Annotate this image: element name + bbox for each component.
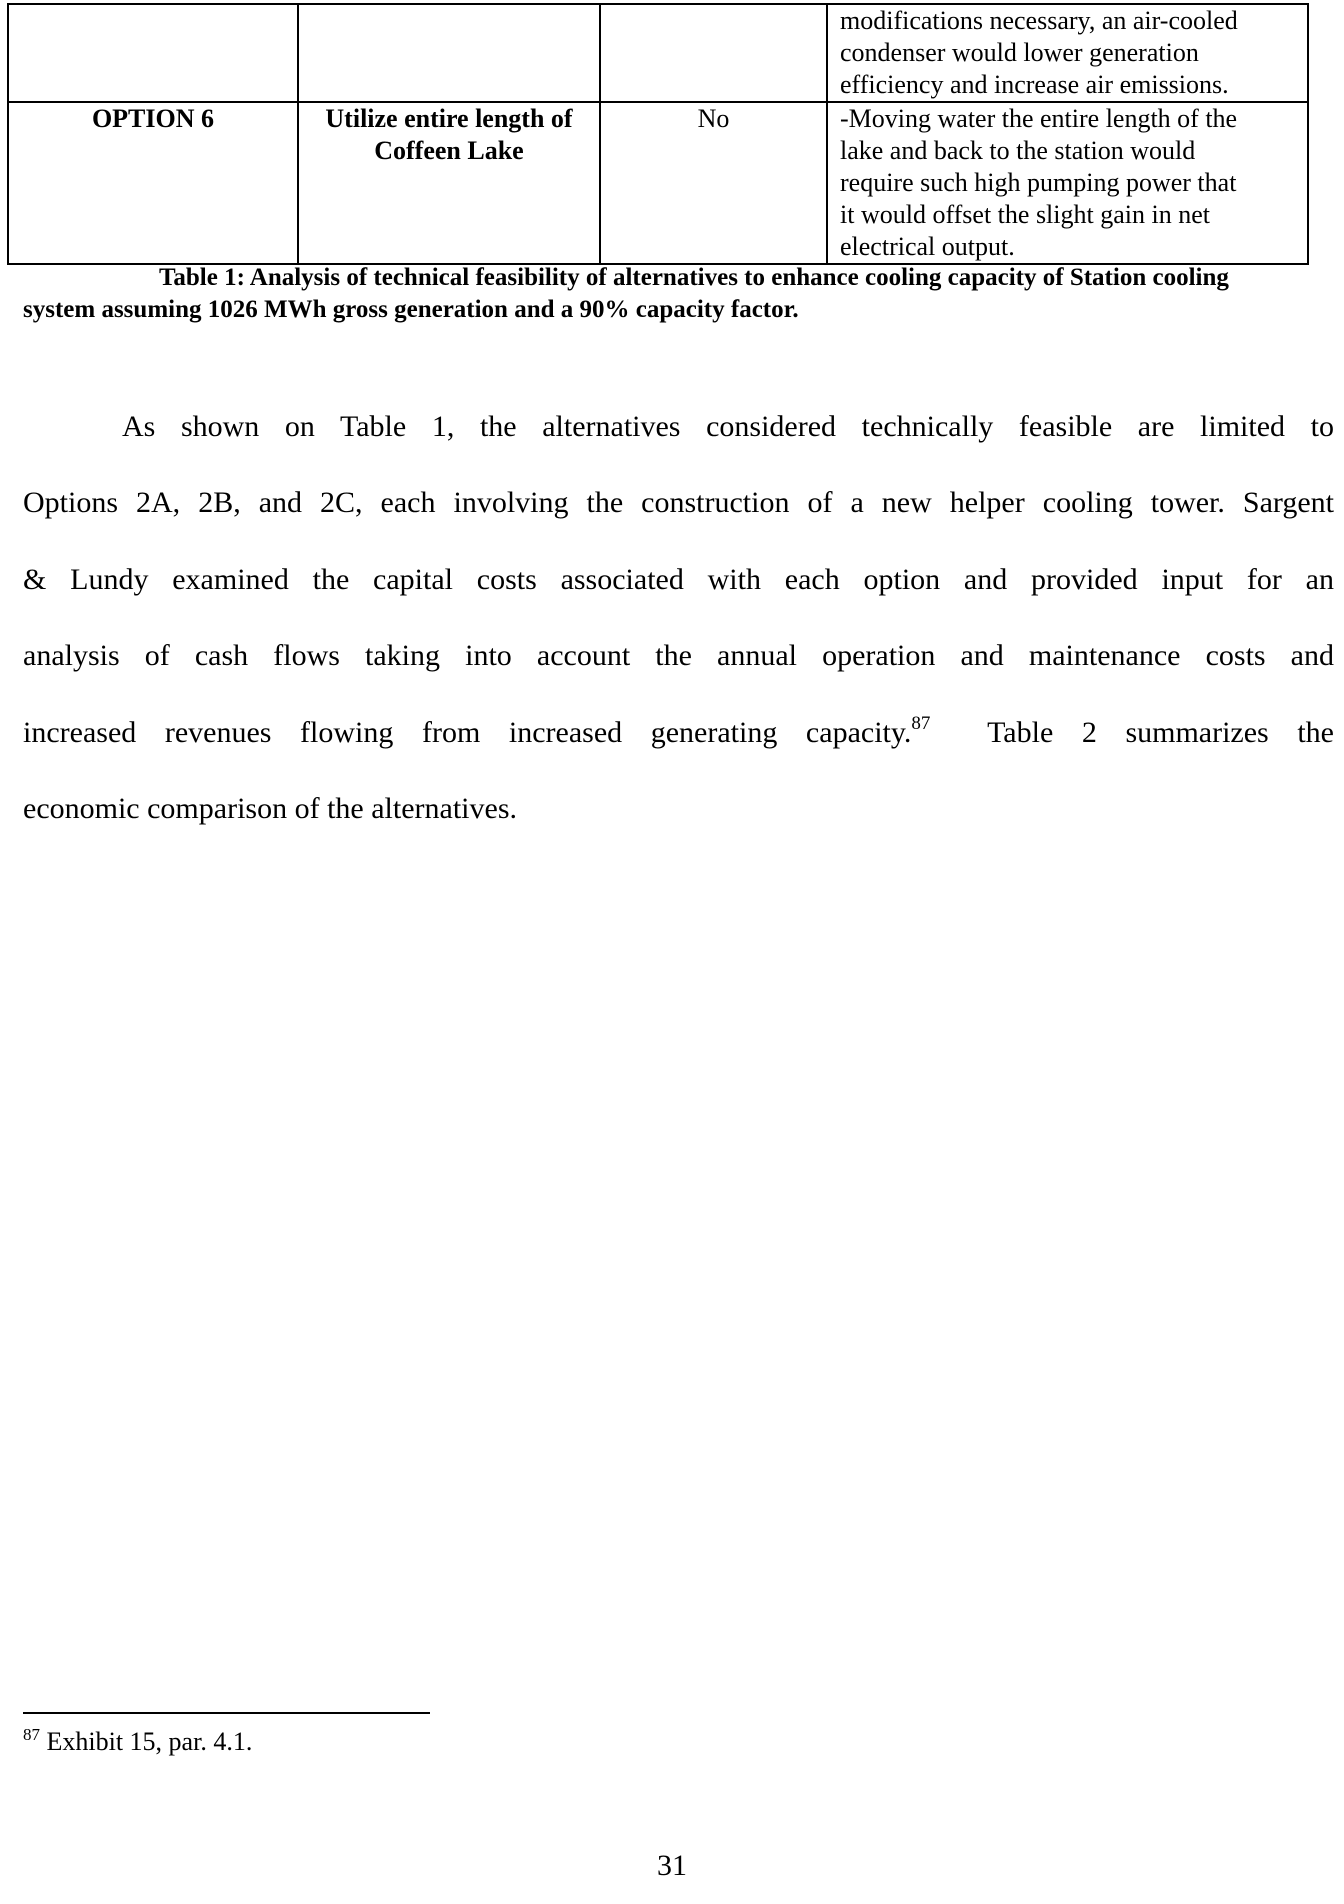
table-cell-description [298,102,600,264]
table-caption [23,262,1333,326]
caption-line: system assuming 1026 MWh gross generation and a 90% capacity factor. [23,296,799,323]
paragraph-line [23,695,1334,771]
notes-line: -Moving water the entire length of the [840,104,1238,133]
notes-line: lake and back to the station would [840,136,1196,165]
description-line: Utilize entire length of [325,104,573,133]
page-number: 31 [657,1849,687,1882]
footnote-marker: 87 [23,1725,40,1744]
footnote [23,1726,252,1758]
table-cell-option [8,4,298,102]
table-row [8,4,1308,102]
table-cell-option [8,102,298,264]
option-label: OPTION 6 [91,104,215,133]
description-line: Coffeen Lake [374,136,524,165]
table-row [8,102,1308,264]
feasible-value: No [697,104,730,133]
table-cell-feasible [600,102,827,264]
footnote-reference[interactable]: 87 [911,712,931,734]
feasibility-table [7,3,1309,265]
paragraph-line-text: increased revenues flowing from increased generating capacity. [23,715,912,749]
footnote-divider [23,1712,430,1714]
caption-line: Table 1: Analysis of technical feasibility of alternatives to enhance cooling capacity of Station cooling [159,264,1229,291]
paragraph-line: economic comparison of the alternatives. [23,792,517,826]
paragraph-line: & Lundy examined the capital costs associated with each option and provided input for an [23,562,1334,596]
paragraph-line-text: Table 2 summarizes the [930,715,1334,749]
notes-line: modifications necessary, an air-cooled [840,6,1238,35]
footnote-text: Exhibit 15, par. 4.1. [40,1727,253,1756]
table-cell-feasible [600,4,827,102]
paragraph-line: Options 2A, 2B, and 2C, each involving the construction of a new helper cooling tower. Sargent [23,486,1334,520]
notes-line: require such high pumping power that [840,168,1237,197]
table-cell-notes [827,102,1308,264]
body-paragraph [23,389,1334,847]
notes-line: condenser would lower generation [840,38,1199,67]
notes-line: it would offset the slight gain in net [840,200,1210,229]
table-cell-notes [827,4,1308,102]
paragraph-line: analysis of cash flows taking into account the annual operation and maintenance costs and [23,639,1334,673]
table-cell-description [298,4,600,102]
notes-line: efficiency and increase air emissions. [840,70,1229,99]
notes-line: electrical output. [840,232,1015,261]
paragraph-line: As shown on Table 1, the alternatives considered technically feasible are limited to [122,410,1334,443]
